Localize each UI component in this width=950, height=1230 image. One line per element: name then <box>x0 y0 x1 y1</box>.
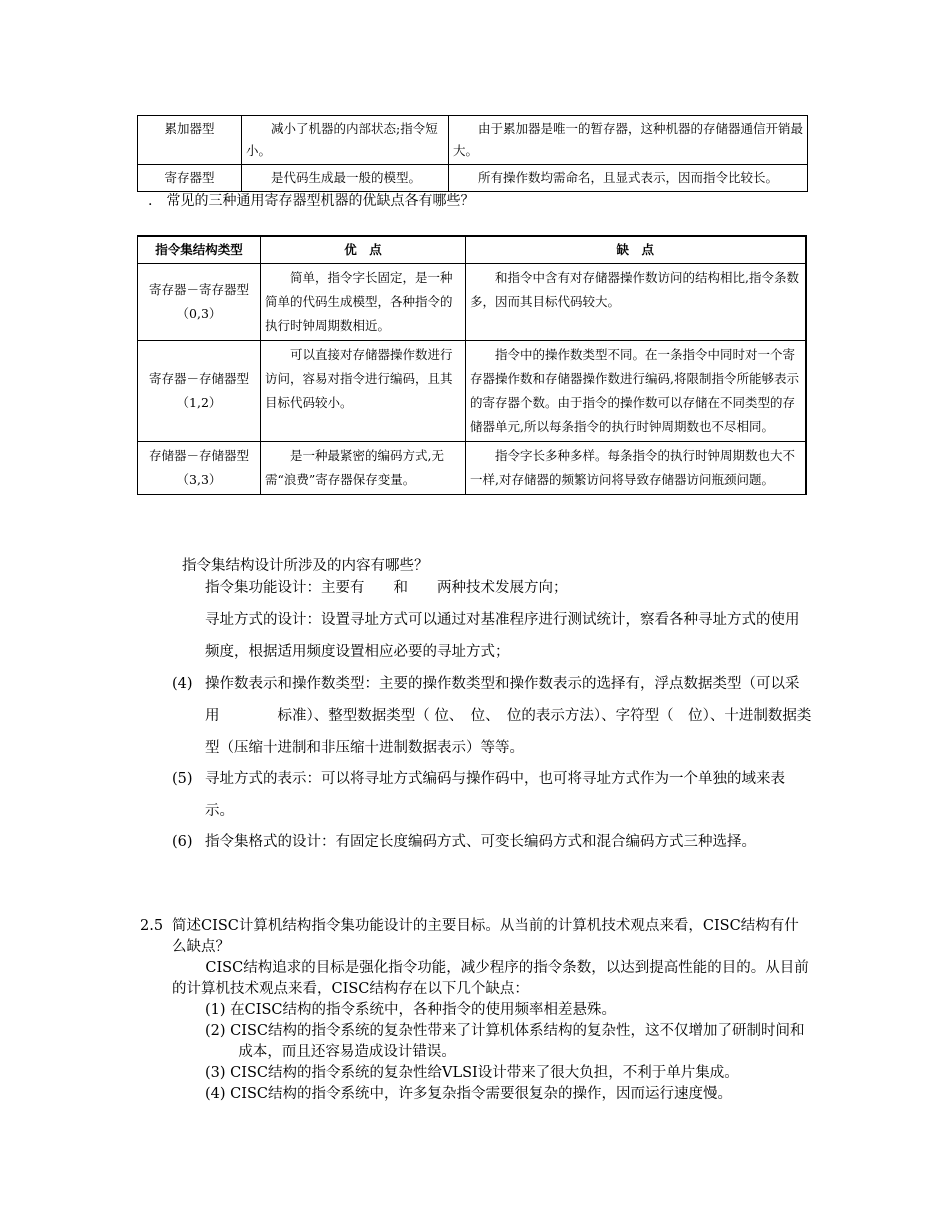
cons-cell: 指令中的操作数类型不同。在一条指令中同时对一个寄存器操作数和存储器操作数进行编码,将限制指令所能够表示的寄存器个数。由于指令的操作数可以存储在不同类型的存储器单元,所以每条指令的执行时钟周期数也不尽相同。 <box>466 341 806 442</box>
cisc-point: (4) CISC结构的指令系统中，许多复杂指令需要很复杂的操作，因而运行速度慢。 <box>205 1086 732 1102</box>
type-name: 寄存器－存储器型 <box>148 371 249 386</box>
item-text: 寻址方式的表示：可以将寻址方式编码与操作码中，也可将寻址方式作为一个单独的域来表示。 <box>205 771 785 819</box>
pros-cell: 是代码生成最一般的模型。 <box>242 165 449 192</box>
table-row <box>138 341 806 442</box>
column-header: 指令集结构类型 <box>138 236 261 264</box>
table-row <box>138 442 806 495</box>
cons-cell: 指令字长多种多样。每条指令的执行时钟周期数也大不一样,对存储器的频繁访问将导致存储器访问瓶颈问题。 <box>466 442 806 495</box>
type-cell <box>138 264 261 341</box>
item-number: (4) <box>172 676 193 692</box>
cisc-point: (1) 在CISC结构的指令系统中，各种指令的使用频率相差悬殊。 <box>205 1002 616 1018</box>
pros-cell: 减小了机器的内部状态;指令短小。 <box>242 116 449 165</box>
item-number: (5) <box>172 771 193 787</box>
column-header: 优 点 <box>261 236 466 264</box>
item-text: 操作数表示和操作数类型：主要的操作数类型和操作数表示的选择有，浮点数据类型（可以采用 标准）、整型数据类型（ 位、 位、 位的表示方法）、字符型（ 位）、十进制数据类型（压缩十进制和非压缩十进制数据表示）等等。 <box>205 676 812 756</box>
question-text: 简述CISC计算机结构指令集功能设计的主要目标。从当前的计算机技术观点来看，CISC结构有什么缺点？ <box>172 918 799 955</box>
pros-cell: 简单，指令字长固定，是一种简单的代码生成模型，各种指令的执行时钟周期数相近。 <box>261 264 466 341</box>
cisc-point: (2) CISC结构的指令系统的复杂性带来了计算机体系结构的复杂性，这不仅增加了研制时间和成本，而且还容易造成设计错误。 <box>205 1023 805 1060</box>
table-row <box>138 264 806 341</box>
type-code: （0,3） <box>176 306 222 321</box>
cisc-answer: CISC结构追求的目标是强化指令功能，减少程序的指令条数，以达到提高性能的目的。从目前的计算机技术观点来看，CISC结构存在以下几个缺点： <box>172 960 809 997</box>
design-item <box>172 763 812 827</box>
gpr-machine-table <box>137 235 807 495</box>
type-cell: 累加器型 <box>138 116 242 165</box>
register-types-table <box>137 115 808 192</box>
question-registers: . 常见的三种通用寄存器型机器的优缺点各有哪些？ <box>148 193 475 209</box>
type-cell <box>138 442 261 495</box>
cisc-point: (3) CISC结构的指令系统的复杂性给VLSI设计带来了很大负担，不利于单片集成。 <box>205 1065 739 1081</box>
item-text: 指令集格式的设计：有固定长度编码方式、可变长编码方式和混合编码方式三种选择。 <box>205 834 756 850</box>
table-row <box>138 116 808 165</box>
cisc-question <box>140 916 805 958</box>
design-question: 指令集结构设计所涉及的内容有哪些？ <box>182 558 429 574</box>
design-item-function: 指令集功能设计：主要有 和 两种技术发展方向； <box>205 580 568 596</box>
cons-cell: 和指令中含有对存储器操作数访问的结构相比,指令条数多，因而其目标代码较大。 <box>466 264 806 341</box>
table-header-row <box>138 236 806 264</box>
type-code: （1,2） <box>176 395 222 410</box>
type-name: 存储器－存储器型 <box>148 448 249 463</box>
design-item <box>172 668 812 764</box>
table-row <box>138 165 808 192</box>
cons-cell: 所有操作数均需命名，且显式表示，因而指令比较长。 <box>449 165 808 192</box>
type-cell <box>138 341 261 442</box>
column-header: 缺 点 <box>466 236 806 264</box>
type-code: （3,3） <box>176 472 222 487</box>
design-item <box>172 826 812 858</box>
pros-cell: 是一种最紧密的编码方式,无需“浪费”寄存器保存变量。 <box>261 442 466 495</box>
type-name: 寄存器－寄存器型 <box>148 282 249 297</box>
item-number: (6) <box>172 834 193 850</box>
question-number: 2.5 <box>140 918 164 934</box>
cons-cell: 由于累加器是唯一的暂存器，这种机器的存储器通信开销最大。 <box>449 116 808 165</box>
design-item-addressing: 寻址方式的设计：设置寻址方式可以通过对基准程序进行测试统计，察看各种寻址方式的使用频度，根据适用频度设置相应必要的寻址方式； <box>205 612 800 660</box>
type-cell: 寄存器型 <box>138 165 242 192</box>
pros-cell: 可以直接对存储器操作数进行访问，容易对指令进行编码，且其目标代码较小。 <box>261 341 466 442</box>
